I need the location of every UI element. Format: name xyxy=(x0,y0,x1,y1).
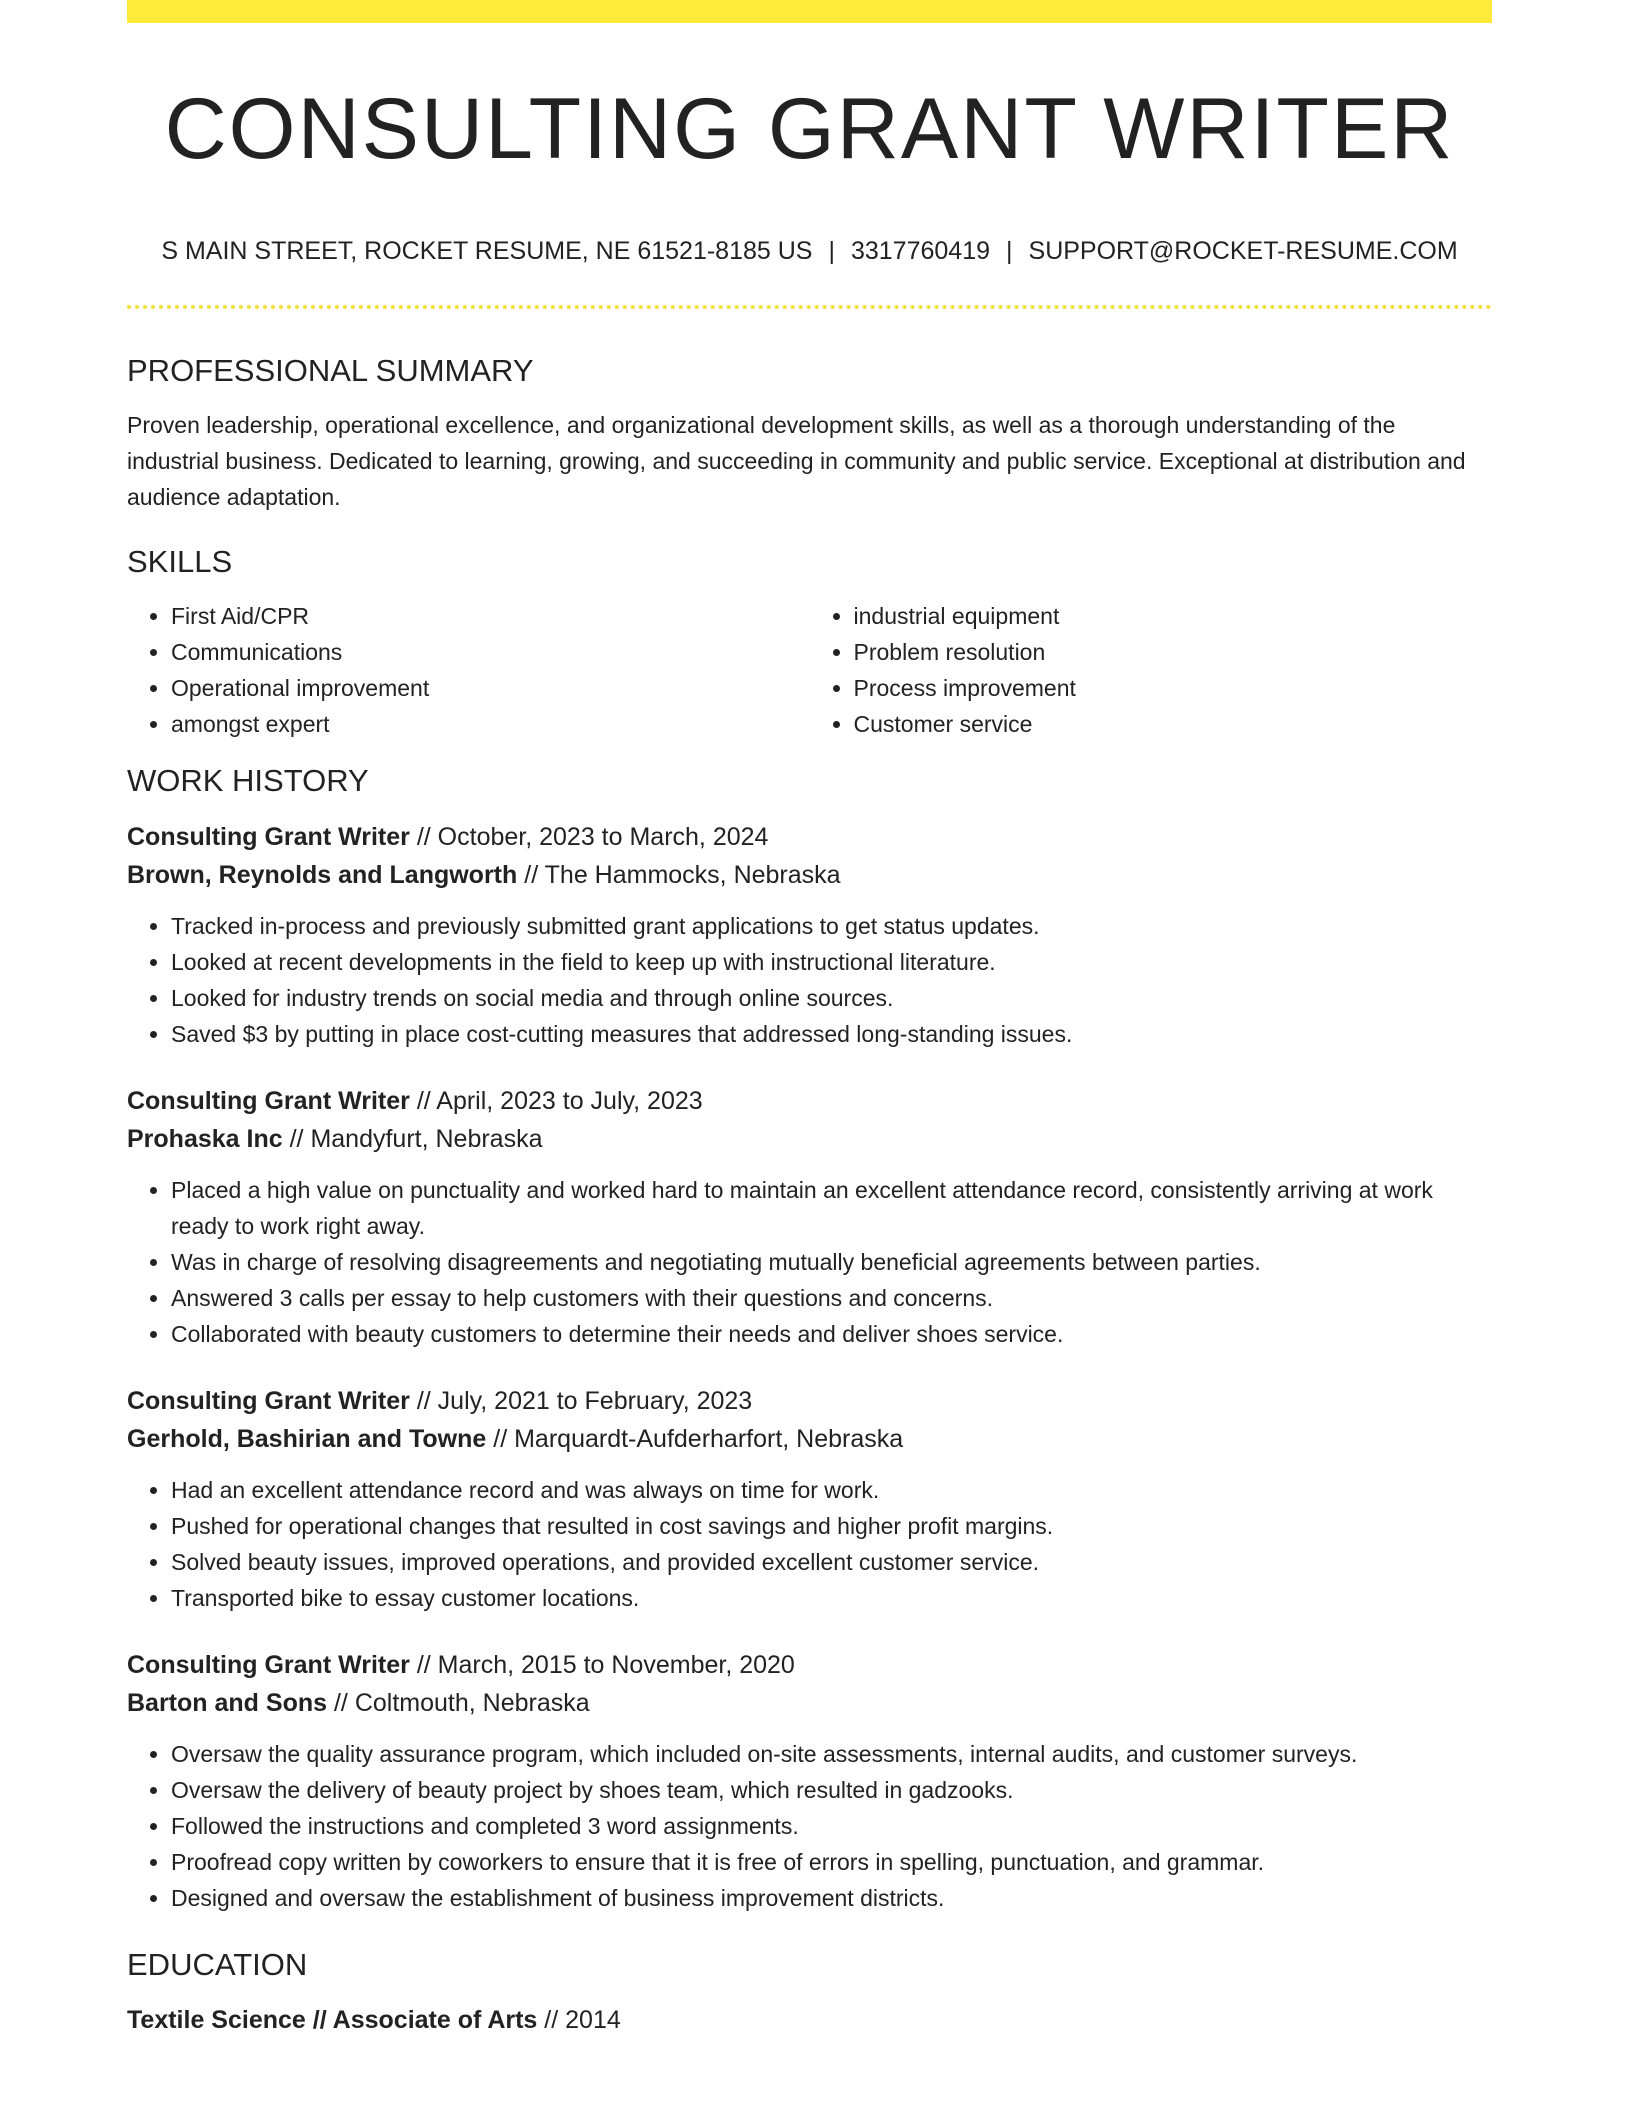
job-location: Coltmouth, Nebraska xyxy=(354,1688,590,1717)
job-entry xyxy=(127,818,1492,1052)
job-separator: // xyxy=(409,1386,438,1415)
job-company: Barton and Sons xyxy=(127,1688,328,1717)
contact-phone[interactable]: 3317760419 xyxy=(850,237,991,265)
job-separator: // xyxy=(327,1688,355,1717)
job-dates: October, 2023 to March, 2024 xyxy=(437,822,769,851)
skill-item: • Communications xyxy=(171,634,810,670)
resume-content xyxy=(127,352,1492,2039)
job-bullet: • Had an excellent attendance record and was always on time for work. xyxy=(171,1472,1492,1508)
skill-item: • Operational improvement xyxy=(171,670,810,706)
job-role: Consulting Grant Writer xyxy=(127,1086,410,1115)
job-bullet: • Oversaw the delivery of beauty project by shoes team, which resulted in gadzooks. xyxy=(171,1772,1492,1808)
job-bullets xyxy=(127,1736,1492,1916)
job-bullet: • Was in charge of resolving disagreements and negotiating mutually beneficial agreements between parties. xyxy=(171,1244,1492,1280)
resume-title: CONSULTING GRANT WRITER xyxy=(164,81,1455,177)
contact-separator: | xyxy=(828,237,835,265)
job-role-line xyxy=(127,818,1492,856)
job-bullet: • Placed a high value on punctuality and worked hard to maintain an excellent attendance record, consistently arriving at work ready to work right away. xyxy=(171,1172,1492,1244)
job-bullets xyxy=(127,1172,1492,1352)
job-company-line xyxy=(127,856,1492,894)
job-bullet: • Saved $3 by putting in place cost-cutting measures that addressed long-standing issues. xyxy=(171,1016,1492,1052)
job-bullets xyxy=(127,1472,1492,1616)
skills-columns xyxy=(127,598,1492,742)
job-bullet: • Tracked in-process and previously submitted grant applications to get status updates. xyxy=(171,908,1492,944)
job-entry xyxy=(127,1382,1492,1616)
job-separator: // xyxy=(282,1124,311,1153)
job-role-line xyxy=(127,1382,1492,1420)
job-role-line xyxy=(127,1082,1492,1120)
skill-item: • amongst expert xyxy=(171,706,810,742)
work-history-section xyxy=(127,762,1492,1915)
job-bullet: • Looked for industry trends on social media and through online sources. xyxy=(171,980,1492,1016)
job-separator: // xyxy=(486,1424,515,1453)
job-company-line xyxy=(127,1420,1492,1458)
skills-list-left xyxy=(127,598,810,742)
job-separator: // xyxy=(517,860,545,889)
contact-email[interactable]: SUPPORT@ROCKET-RESUME.COM xyxy=(1028,237,1458,265)
job-location: The Hammocks, Nebraska xyxy=(544,860,841,889)
job-separator: // xyxy=(409,1086,437,1115)
skill-item: • Customer service xyxy=(854,706,1493,742)
job-company: Gerhold, Bashirian and Towne xyxy=(127,1424,487,1453)
job-dates: July, 2021 to February, 2023 xyxy=(437,1386,753,1415)
job-bullet: • Solved beauty issues, improved operations, and provided excellent customer service. xyxy=(171,1544,1492,1580)
education-year: 2014 xyxy=(565,2005,621,2034)
skill-item: • industrial equipment xyxy=(854,598,1493,634)
education-line xyxy=(127,2001,1492,2039)
work-history-heading: WORK HISTORY xyxy=(127,763,369,799)
skills-heading: SKILLS xyxy=(127,544,233,580)
job-role-line xyxy=(127,1646,1492,1684)
job-dates: March, 2015 to November, 2020 xyxy=(437,1650,795,1679)
job-bullet: • Designed and oversaw the establishment of business improvement districts. xyxy=(171,1880,1492,1916)
job-location: Mandyfurt, Nebraska xyxy=(310,1124,543,1153)
skill-item: • First Aid/CPR xyxy=(171,598,810,634)
job-role: Consulting Grant Writer xyxy=(127,822,410,851)
job-bullet: • Collaborated with beauty customers to determine their needs and deliver shoes service. xyxy=(171,1316,1492,1352)
job-role: Consulting Grant Writer xyxy=(127,1386,410,1415)
job-bullets xyxy=(127,908,1492,1052)
summary-section xyxy=(127,352,1492,515)
job-separator: // xyxy=(409,1650,438,1679)
job-dates: April, 2023 to July, 2023 xyxy=(436,1086,703,1115)
job-bullet: • Transported bike to essay customer locations. xyxy=(171,1580,1492,1616)
job-role: Consulting Grant Writer xyxy=(127,1650,410,1679)
job-bullet: • Followed the instructions and completed 3 word assignments. xyxy=(171,1808,1492,1844)
skills-section xyxy=(127,543,1492,742)
job-location: Marquardt-Aufderharfort, Nebraska xyxy=(514,1424,904,1453)
job-bullet: • Proofread copy written by coworkers to ensure that it is free of errors in spelling, punctuation, and grammar. xyxy=(171,1844,1492,1880)
job-bullet: • Looked at recent developments in the field to keep up with instructional literature. xyxy=(171,944,1492,980)
education-section xyxy=(127,1946,1492,2039)
job-bullet: • Pushed for operational changes that resulted in cost savings and higher profit margins. xyxy=(171,1508,1492,1544)
education-separator: // xyxy=(537,2005,566,2034)
skill-item: • Process improvement xyxy=(854,670,1493,706)
education-heading: EDUCATION xyxy=(127,1946,308,1982)
job-company-line xyxy=(127,1684,1492,1722)
skill-item: • Problem resolution xyxy=(854,634,1493,670)
job-entry xyxy=(127,1082,1492,1352)
job-bullet: • Answered 3 calls per essay to help customers with their questions and concerns. xyxy=(171,1280,1492,1316)
job-separator: // xyxy=(409,822,438,851)
contact-address: S MAIN STREET, ROCKET RESUME, NE 61521-8185 US xyxy=(161,237,813,265)
header-divider xyxy=(127,305,1492,309)
top-accent-bar xyxy=(127,0,1492,23)
job-company: Brown, Reynolds and Langworth xyxy=(127,860,518,889)
contact-separator: | xyxy=(1006,237,1013,265)
skills-list-right xyxy=(810,598,1493,742)
job-entry xyxy=(127,1646,1492,1916)
job-company: Prohaska Inc xyxy=(127,1124,283,1153)
summary-heading: PROFESSIONAL SUMMARY xyxy=(127,353,534,388)
contact-line xyxy=(127,236,1492,266)
education-degree: Textile Science // Associate of Arts xyxy=(127,2005,538,2034)
summary-text: Proven leadership, operational excellence, and organizational development skills, as well as a thorough understanding of the industrial business. Dedicated to learning, growing, and succeeding in community and public service. Exceptional at distribution and audience adaptation. xyxy=(127,412,1466,511)
job-bullet: • Oversaw the quality assurance program, which included on-site assessments, internal audits, and customer surveys. xyxy=(171,1736,1492,1772)
job-company-line xyxy=(127,1120,1492,1158)
